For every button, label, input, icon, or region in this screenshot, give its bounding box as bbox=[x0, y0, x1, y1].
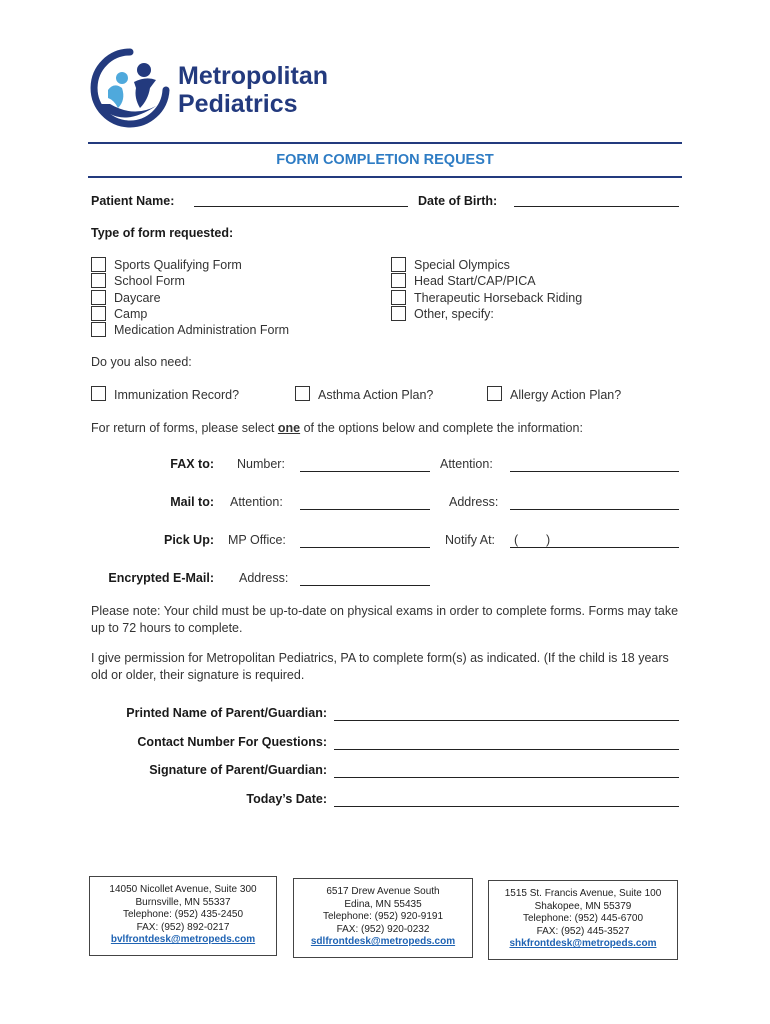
pickup-label: Pick Up: bbox=[163, 533, 214, 547]
form-type-left-checkboxes bbox=[91, 257, 106, 338]
checkbox-school-form[interactable] bbox=[91, 273, 106, 288]
checkbox-medication-administration[interactable] bbox=[91, 322, 106, 337]
office-address: 6517 Drew Avenue South bbox=[326, 886, 440, 897]
email-address-label: Address: bbox=[239, 571, 289, 585]
patient-name-field[interactable] bbox=[194, 206, 408, 207]
pickup-notify-field[interactable] bbox=[510, 547, 679, 548]
return-intro bbox=[91, 421, 583, 435]
checkbox-other[interactable] bbox=[391, 306, 406, 321]
intro-text: of the options below and complete the information: bbox=[300, 421, 583, 435]
todays-date-field[interactable] bbox=[334, 806, 679, 807]
office-burnsville bbox=[89, 876, 277, 956]
option-label: Medication Administration Form bbox=[114, 323, 290, 338]
mail-label: Mail to: bbox=[170, 495, 214, 509]
signature-label: Signature of Parent/Guardian: bbox=[149, 763, 327, 777]
office-phone: Telephone: (952) 920-9191 bbox=[322, 911, 444, 923]
office-address: 1515 St. Francis Avenue, Suite 100 bbox=[504, 888, 662, 899]
office-fax: FAX: (952) 892-0217 bbox=[136, 921, 230, 933]
mail-attention-label: Attention: bbox=[230, 495, 283, 509]
email-address-field[interactable] bbox=[300, 585, 430, 586]
office-shakopee bbox=[488, 880, 678, 960]
fax-label: FAX to: bbox=[170, 457, 214, 471]
option-label: Asthma Action Plan? bbox=[318, 388, 434, 402]
office-email-link[interactable]: bvlfrontdesk@metropeds.com bbox=[110, 934, 256, 946]
office-email-link[interactable]: sdlfrontdesk@metropeds.com bbox=[310, 936, 456, 948]
form-type-left-labels bbox=[114, 257, 289, 338]
option-label: Special Olympics bbox=[414, 258, 510, 272]
checkbox-allergy-plan[interactable] bbox=[487, 386, 502, 401]
intro-emphasis: one bbox=[277, 421, 301, 435]
option-label: Camp bbox=[114, 306, 148, 321]
printed-name-label: Printed Name of Parent/Guardian: bbox=[126, 706, 327, 720]
header-rule-bottom bbox=[88, 176, 682, 178]
office-fax: FAX: (952) 920-0232 bbox=[336, 923, 430, 935]
checkbox-horseback-riding[interactable] bbox=[391, 290, 406, 305]
office-email-link[interactable]: shkfrontdesk@metropeds.com bbox=[509, 938, 657, 950]
form-type-heading: Type of form requested: bbox=[91, 226, 234, 240]
option-label: Immunization Record? bbox=[114, 388, 240, 402]
office-phone: Telephone: (952) 445-6700 bbox=[522, 913, 644, 925]
form-type-right-checkboxes bbox=[391, 257, 406, 322]
checkbox-asthma-plan[interactable] bbox=[295, 386, 310, 401]
option-label: School Form bbox=[114, 274, 185, 289]
contact-number-label: Contact Number For Questions: bbox=[137, 735, 327, 749]
logo-text bbox=[178, 62, 328, 118]
page-title: FORM COMPLETION REQUEST bbox=[276, 152, 494, 168]
mail-address-label: Address: bbox=[449, 495, 499, 509]
office-phone: Telephone: (952) 435-2450 bbox=[122, 909, 244, 921]
signature-field[interactable] bbox=[334, 777, 679, 778]
office-city: Edina, MN 55435 bbox=[344, 898, 422, 910]
checkbox-special-olympics[interactable] bbox=[391, 257, 406, 272]
pickup-office-label: MP Office: bbox=[228, 533, 286, 547]
note-permission: I give permission for Metropolitan Pediatrics, PA to complete form(s) as indicated. (If the child is 18 years old or older, their signature is required. bbox=[91, 651, 669, 682]
office-edina bbox=[293, 878, 473, 958]
office-city: Burnsville, MN 55337 bbox=[135, 896, 231, 908]
logo-line-1: Metropolitan bbox=[178, 62, 328, 90]
dob-field[interactable] bbox=[514, 206, 679, 207]
email-label: Encrypted E-Mail: bbox=[108, 571, 214, 585]
checkbox-head-start[interactable] bbox=[391, 273, 406, 288]
office-fax: FAX: (952) 445-3527 bbox=[536, 925, 630, 937]
todays-date-label: Today’s Date: bbox=[246, 792, 327, 806]
logo-icon bbox=[90, 48, 172, 128]
office-address: 14050 Nicollet Avenue, Suite 300 bbox=[109, 884, 257, 895]
also-need-heading: Do you also need: bbox=[91, 355, 192, 369]
checkbox-daycare[interactable] bbox=[91, 290, 106, 305]
patient-name-label: Patient Name: bbox=[91, 194, 175, 208]
note-physical-exams: Please note: Your child must be up-to-date on physical exams in order to complete forms. Forms may take up to 72 hours to complete. bbox=[91, 604, 679, 635]
fax-attention-field[interactable] bbox=[510, 471, 679, 472]
logo-line-2: Pediatrics bbox=[178, 90, 298, 118]
dob-label: Date of Birth: bbox=[418, 194, 498, 208]
header-rule-top bbox=[88, 142, 682, 144]
fax-number-field[interactable] bbox=[300, 471, 430, 472]
office-city: Shakopee, MN 55379 bbox=[534, 900, 632, 912]
option-label: Therapeutic Horseback Riding bbox=[414, 290, 583, 305]
checkbox-immunization[interactable] bbox=[91, 386, 106, 401]
form-type-right-labels bbox=[414, 257, 582, 322]
mail-address-field[interactable] bbox=[510, 509, 679, 510]
option-label: Daycare bbox=[114, 290, 161, 305]
printed-name-field[interactable] bbox=[334, 720, 679, 721]
option-label: Other, specify: bbox=[414, 306, 494, 321]
intro-text: For return of forms, please select bbox=[91, 421, 278, 435]
pickup-notify-label: Notify At: bbox=[445, 533, 496, 547]
mail-attention-field[interactable] bbox=[300, 509, 430, 510]
checkbox-sports-qualifying[interactable] bbox=[91, 257, 106, 272]
option-label: Sports Qualifying Form bbox=[114, 258, 242, 272]
checkbox-camp[interactable] bbox=[91, 306, 106, 321]
fax-attention-label: Attention: bbox=[440, 457, 493, 471]
pickup-phone-parens: ( ) bbox=[514, 533, 551, 547]
contact-number-field[interactable] bbox=[334, 749, 679, 750]
pickup-office-field[interactable] bbox=[300, 547, 430, 548]
option-label: Head Start/CAP/PICA bbox=[414, 274, 536, 289]
option-label: Allergy Action Plan? bbox=[510, 388, 622, 402]
fax-number-label: Number: bbox=[237, 457, 285, 471]
